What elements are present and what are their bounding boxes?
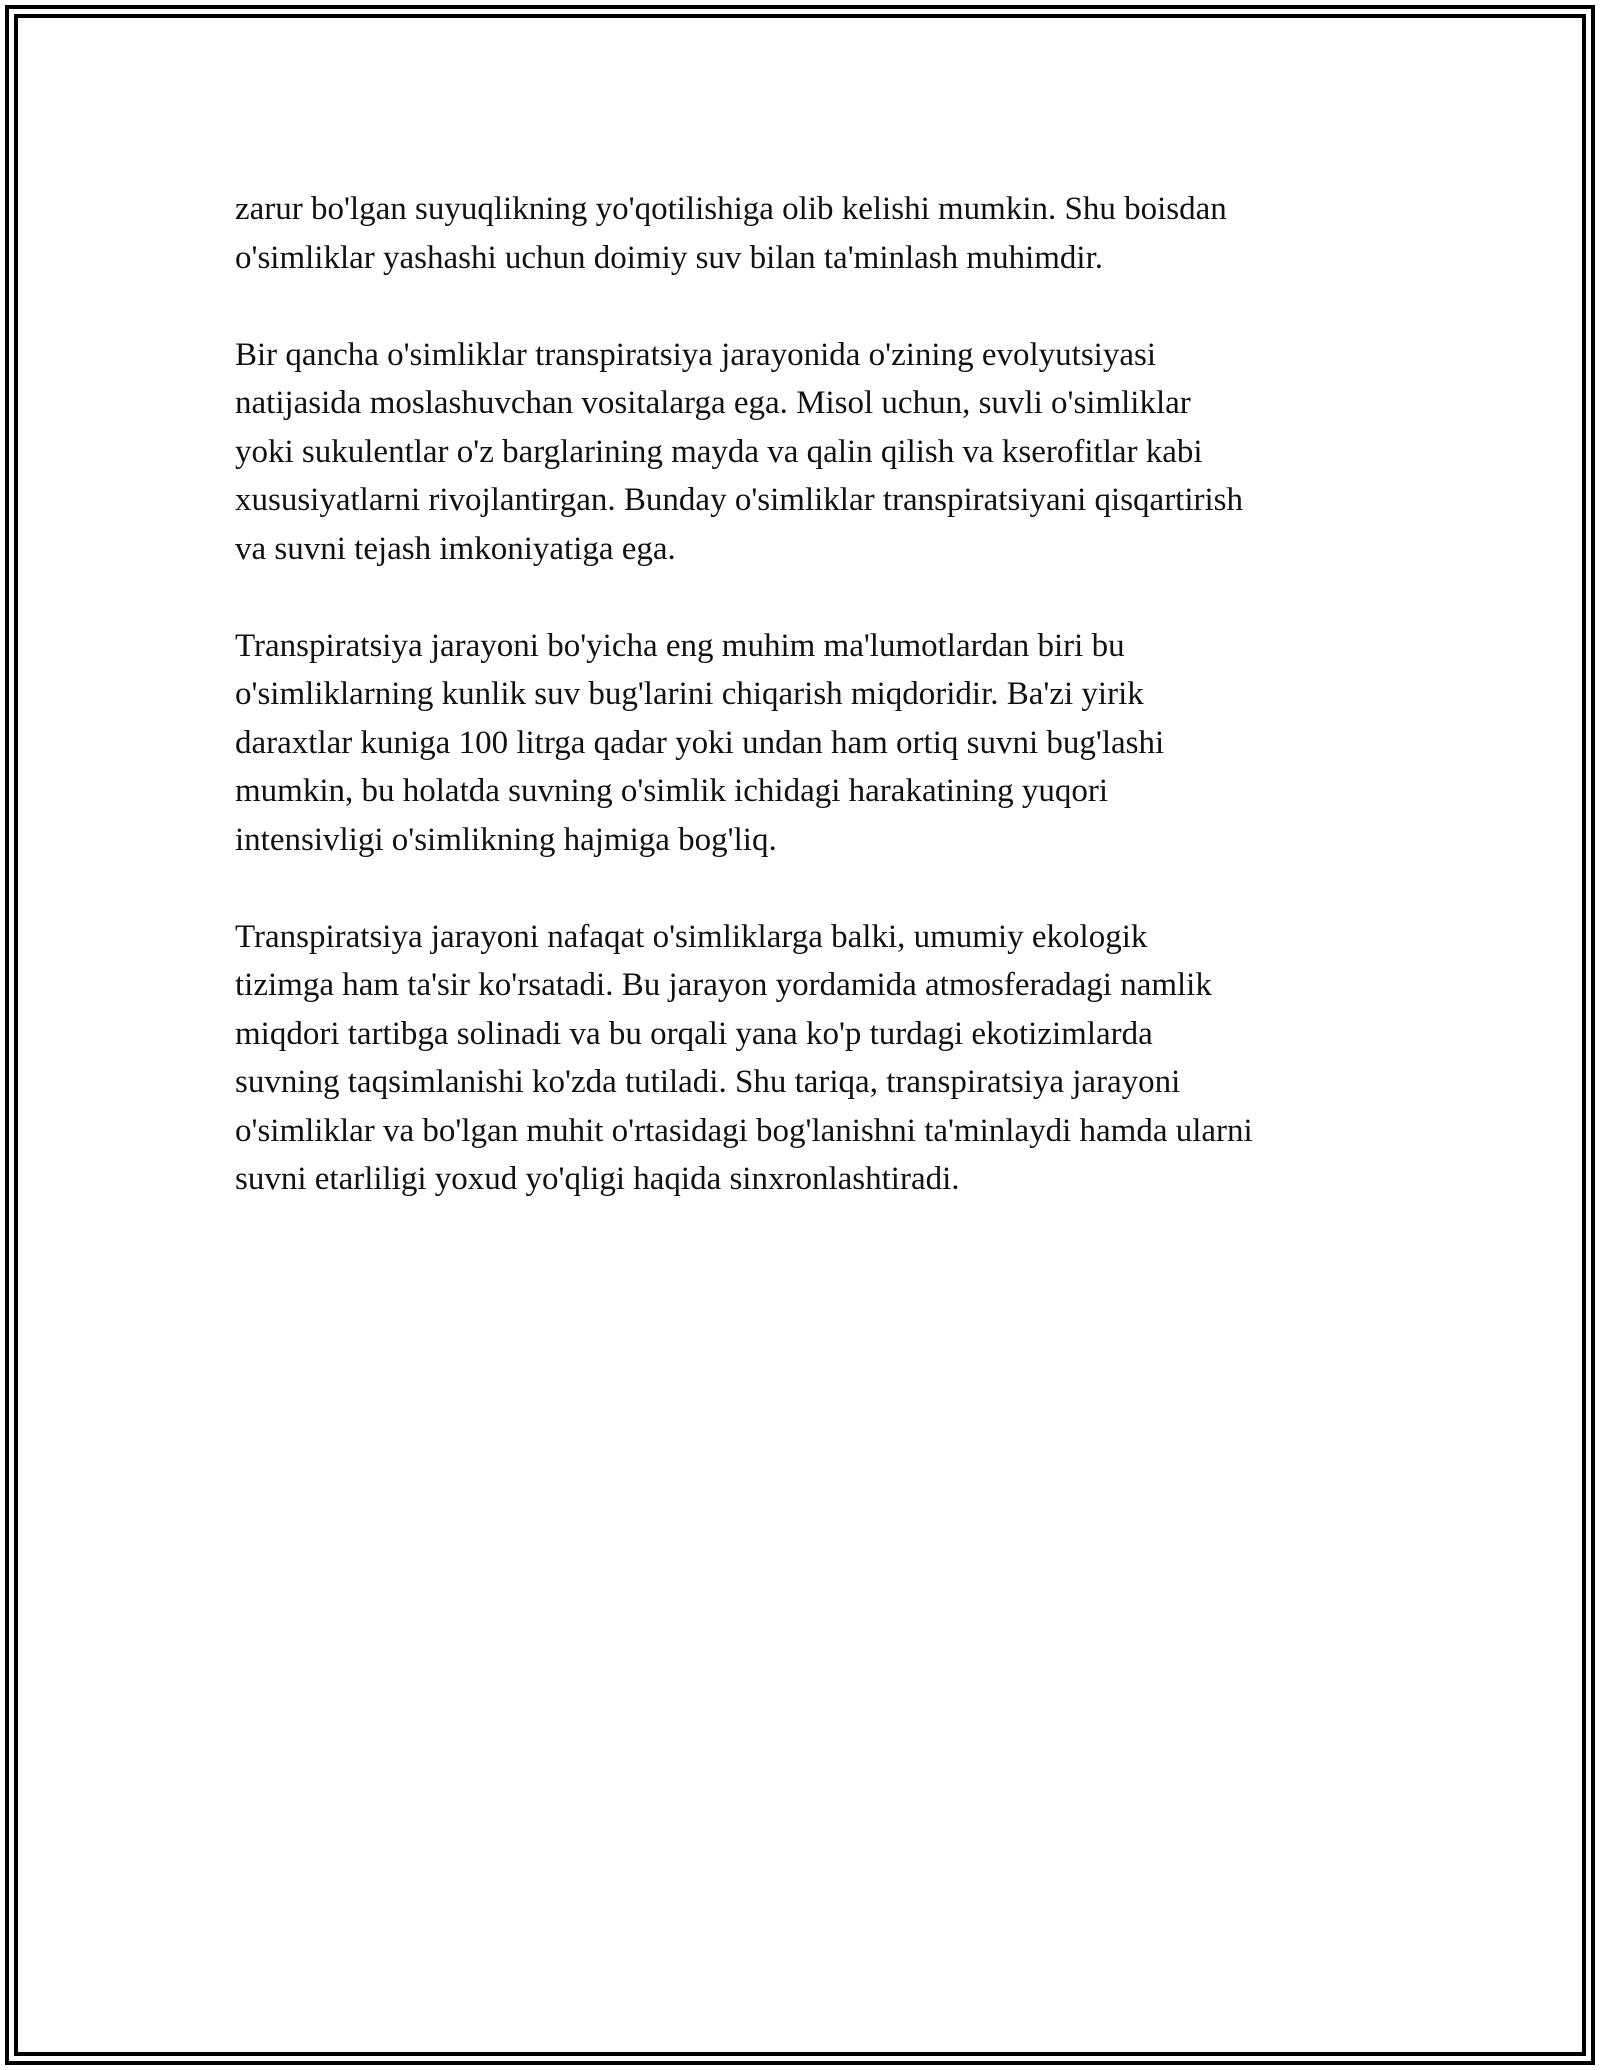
text-line: miqdori tartibga solinadi va bu orqali yana ko'p turdagi ekotizimlarda xyxy=(235,1015,1153,1052)
text-line: natijasida moslashuvchan vositalarga ega. Misol uchun, suvli o'simliklar xyxy=(235,385,1191,421)
text-line: mumkin, bu holatda suvning o'simlik ichidagi harakatining yuqori xyxy=(235,773,1109,809)
text-line: suvning taqsimlanishi ko'zda tutiladi. Shu tariqa, transpiratsiya jarayoni xyxy=(235,1064,1181,1100)
paragraph-2 xyxy=(235,331,1375,574)
text-line: Bir qancha o'simliklar transpiratsiya jarayonida o'zining evolyutsiyasi xyxy=(235,336,1157,373)
text-line: intensivligi o'simlikning hajmiga bog'liq. xyxy=(235,821,777,858)
text-line: Transpiratsiya jarayoni nafaqat o'simliklarga balki, umumiy ekologik xyxy=(235,918,1148,955)
text-line: o'simliklar yashashi uchun doimiy suv bilan ta'minlash muhimdir. xyxy=(235,239,1103,276)
paragraph-3 xyxy=(235,622,1375,865)
text-line: o'simliklar va bo'lgan muhit o'rtasidagi bog'lanishni ta'minlaydi hamda ularni xyxy=(235,1112,1253,1149)
paragraph-1 xyxy=(235,185,1375,282)
paragraph-4 xyxy=(235,913,1375,1204)
text-line: xususiyatlarni rivojlantirgan. Bunday o'simliklar transpiratsiyani qisqartirish xyxy=(235,482,1244,518)
document-body xyxy=(235,185,1375,1252)
text-line: tizimga ham ta'sir ko'rsatadi. Bu jarayon yordamida atmosferadagi namlik xyxy=(235,967,1212,1003)
text-line: suvni etarliligi yoxud yo'qligi haqida sinxronlashtiradi. xyxy=(235,1161,960,1197)
text-line: Transpiratsiya jarayoni bo'yicha eng muhim ma'lumotlardan biri bu xyxy=(235,627,1125,664)
text-line: daraxtlar kuniga 100 litrga qadar yoki undan ham ortiq suvni bug'lashi xyxy=(235,724,1165,761)
text-line: o'simliklarning kunlik suv bug'larini chiqarish miqdoridir. Ba'zi yirik xyxy=(235,676,1144,712)
text-line: va suvni tejash imkoniyatiga ega. xyxy=(235,530,676,567)
text-line: zarur bo'lgan suyuqlikning yo'qotilishiga olib kelishi mumkin. Shu boisdan xyxy=(235,191,1227,227)
text-line: yoki sukulentlar o'z barglarining mayda va qalin qilish va kserofitlar kabi xyxy=(235,433,1203,470)
